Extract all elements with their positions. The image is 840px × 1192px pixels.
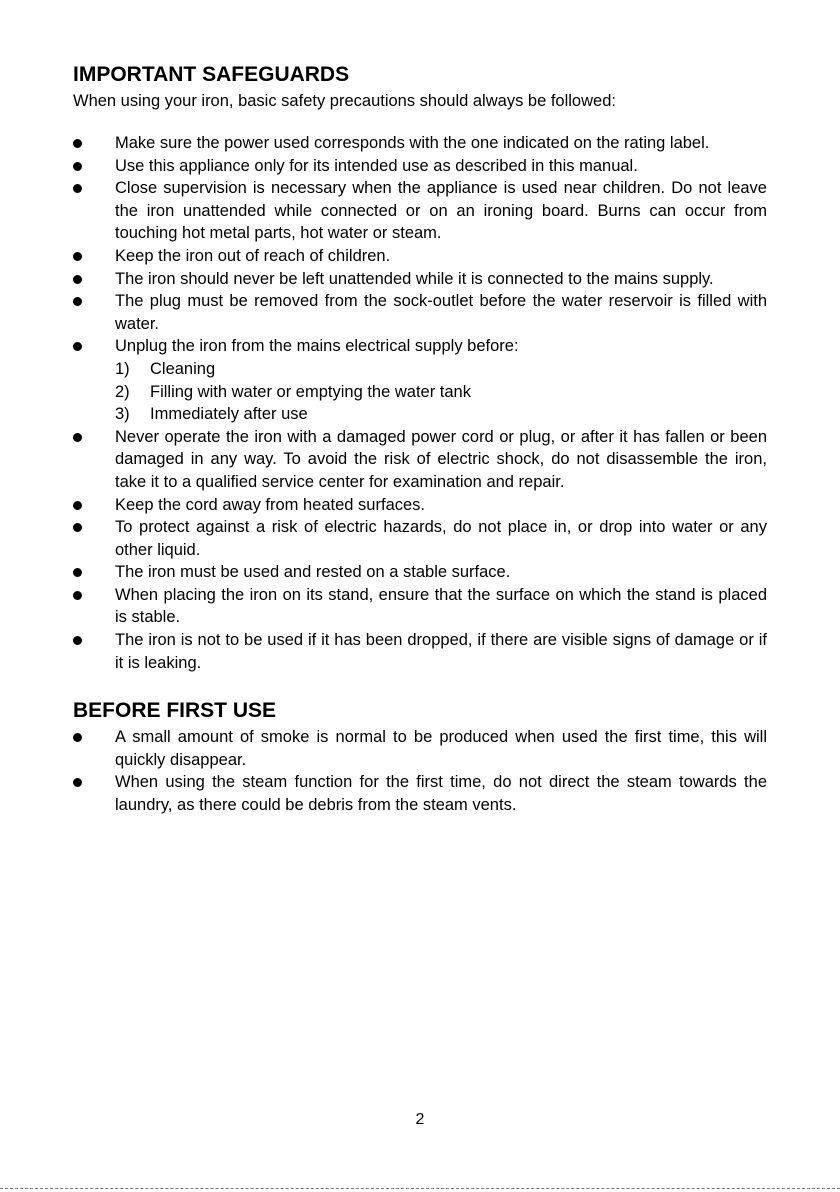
bullet-icon [73, 636, 82, 645]
bullet-icon [73, 568, 82, 577]
list-item: When placing the iron on its stand, ensure that the surface on which the stand is placed is stable. [73, 584, 767, 629]
bullet-icon [73, 139, 82, 148]
list-item: Keep the cord away from heated surfaces. [73, 494, 767, 517]
list-item: When using the steam function for the first time, do not direct the steam towards the laundry, as there could be debris from the steam vents. [73, 771, 767, 816]
bullet-icon [73, 184, 82, 193]
bullet-icon [73, 162, 82, 171]
bullet-icon [73, 501, 82, 510]
bullet-icon [73, 342, 82, 351]
page-bottom-rule [0, 1188, 840, 1189]
page-number: 2 [415, 1111, 425, 1128]
section-heading-safeguards: IMPORTANT SAFEGUARDS [73, 63, 350, 86]
list-item: A small amount of smoke is normal to be produced when used the first time, this will quickly disappear. [73, 726, 767, 771]
manual-page [73, 62, 767, 817]
section-heading-before-first-use: BEFORE FIRST USE [73, 699, 277, 723]
bullet-icon [73, 591, 82, 600]
unplug-steps-list [115, 358, 767, 426]
safeguards-list [73, 132, 767, 674]
bullet-icon [73, 778, 82, 787]
list-item: The iron must be used and rested on a stable surface. [73, 561, 767, 584]
list-item: Close supervision is necessary when the appliance is used near children. Do not leave the iron unattended while connected or on an ironing board. Burns can occur from touching hot metal parts, hot water or steam. [73, 177, 767, 245]
list-item: The plug must be removed from the sock-outlet before the water reservoir is filled with water. [73, 290, 767, 335]
sub-list-item: 1) Cleaning [115, 359, 216, 378]
before-first-use-list [73, 726, 767, 816]
before-first-use-section [73, 698, 767, 816]
sub-list-item: 3) Immediately after use [115, 405, 308, 424]
bullet-icon [73, 297, 82, 306]
list-item: Unplug the iron from the mains electrical supply before: 1) Cleaning 2) Filling with water or emptying the water tank 3) Immediately after use [73, 335, 767, 425]
safeguards-intro: When using your iron, basic safety precautions should always be followed: [73, 92, 616, 110]
list-item: To protect against a risk of electric hazards, do not place in, or drop into water or any other liquid. [73, 516, 767, 561]
list-item: Make sure the power used corresponds with the one indicated on the rating label. [73, 132, 767, 155]
bullet-icon [73, 252, 82, 261]
sub-list-item: 2) Filling with water or emptying the water tank [115, 382, 471, 401]
list-item: The iron should never be left unattended while it is connected to the mains supply. [73, 268, 767, 291]
bullet-icon [73, 433, 82, 442]
bullet-icon [73, 523, 82, 532]
bullet-icon [73, 275, 82, 284]
list-item: The iron is not to be used if it has been dropped, if there are visible signs of damage or if it is leaking. [73, 629, 767, 674]
bullet-icon [73, 733, 82, 742]
list-item: Use this appliance only for its intended use as described in this manual. [73, 155, 767, 178]
list-item: Never operate the iron with a damaged power cord or plug, or after it has fallen or been damaged in any way. To avoid the risk of electric shock, do not disassemble the iron, take it to a qualified service center for examination and repair. [73, 426, 767, 494]
list-item: Keep the iron out of reach of children. [73, 245, 767, 268]
